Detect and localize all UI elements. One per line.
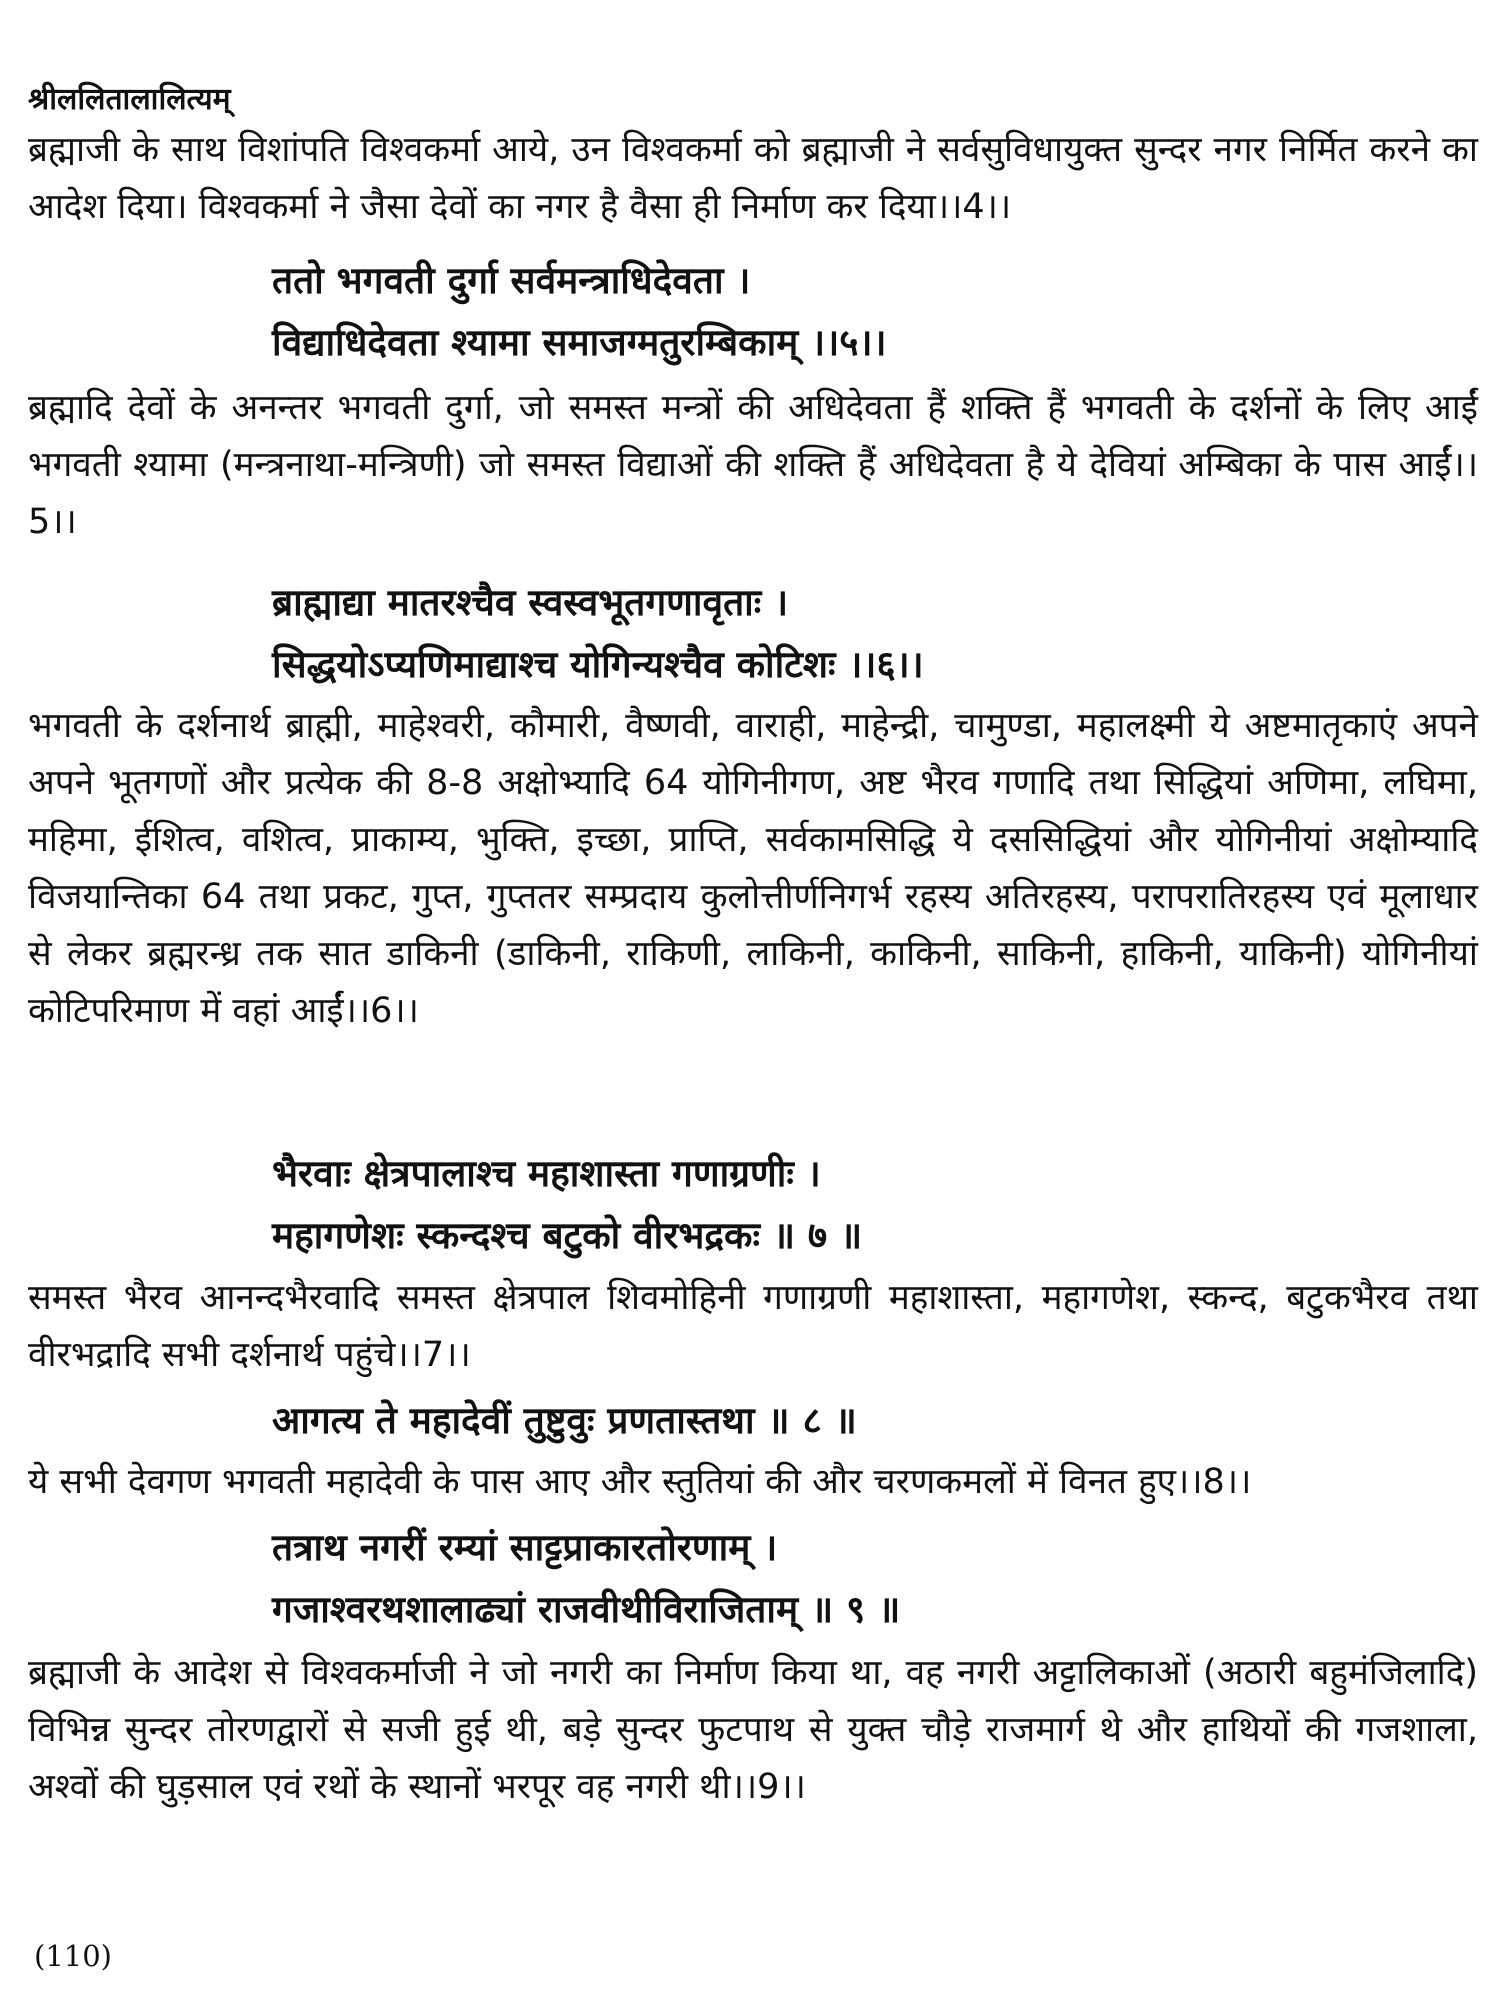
commentary-paragraph-9: ब्रह्माजी के आदेश से विश्वकर्माजी ने जो नगरी का निर्माण किया था, वह नगरी अट्टालिकाओं (अठारी बहुमंजिलादि) विभिन्न सुन्दर तोरणद्वारों से सजी हुई थी, बड़े सुन्दर फुटपाथ से युक्त चौड़े राजमार्ग थे और हाथियों की गजशाला, अश्वों की घुड़साल एवं रथों के स्थानों भरपूर वह नगरी थी।।9।। [28,1653,1478,1807]
sanskrit-verse-6 [272,572,1472,696]
verse-line: सिद्धयोऽप्यणिमाद्याश्च योगिन्यश्चैव कोटिशः ।।६।। [272,643,924,686]
verse-line: ब्राह्माद्या मातरश्चैव स्वस्वभूतगणावृताः । [272,581,789,624]
sanskrit-verse-8 [272,1390,1472,1452]
commentary-paragraph-6: भगवती के दर्शनार्थ ब्राह्मी, माहेश्वरी, कौमारी, वैष्णवी, वाराही, माहेन्द्री, चामुण्डा, महालक्ष्मी ये अष्टमातृकाएं अपने अपने भूतगणों और प्रत्येक की 8-8 अक्षोभ्यादि 64 योगिनीगण, अष्ट भैरव गणादि तथा सिद्धियां अणिमा, लघिमा, महिमा, ईशित्व, वशित्व, प्राकाम्य, भुक्ति, इच्छा, प्राप्ति, सर्वकामसिद्धि ये दससिद्धियां और योगिनीयां अक्षोम्यादि विजयान्तिका 64 तथा प्रकट, गुप्त, गुप्ततर सम्प्रदाय कुलोत्तीर्णनिगर्भ रहस्य अतिरहस्य, परापरातिरहस्य एवं मूलाधार से लेकर ब्रह्मरन्ध्र तक सात डाकिनी (डाकिनी, राकिणी, लाकिनी, काकिनी, साकिनी, हाकिनी, याकिनी) योगिनीयां कोटिपरिमाण में वहां आईं।।6।। [28,706,1478,1031]
sanskrit-verse-9 [272,1517,1472,1641]
verse-line: महागणेशः स्कन्दश्च बटुको वीरभद्रकः ॥ ७ ॥ [272,1214,863,1257]
verse-line: गजाश्वरथशालाढ्यां राजवीथीविराजिताम् ॥ ९ ॥ [272,1588,901,1631]
commentary-paragraph-8: ये सभी देवगण भगवती महादेवी के पास आए और स्तुतियां की और चरणकमलों में विनत हुए।।8।। [28,1462,1252,1502]
verse-line: ततो भगवती दुर्गा सर्वमन्त्राधिदेवता । [272,259,751,302]
verse-line: भैरवाः क्षेत्रपालाश्च महाशास्ता गणाग्रणीः । [272,1152,821,1195]
sanskrit-verse-7 [272,1143,1472,1267]
verse-line: विद्याधिदेवता श्यामा समाजग्मतुरम्बिकाम् ।।५।। [272,321,887,364]
verse-line: तत्राथ नगरीं रम्यां साट्टप्राकारतोरणाम् । [272,1526,778,1569]
page-number: (110) [34,1939,112,1973]
commentary-paragraph-7: समस्त भैरव आनन्दभैरवादि समस्त क्षेत्रपाल शिवमोहिनी गणाग्रणी महाशास्ता, महागणेश, स्कन्द, बटुकभैरव तथा वीरभद्रादि सभी दर्शनार्थ पहुंचे।।7।। [28,1278,1478,1375]
commentary-paragraph-5: ब्रह्मादि देवों के अनन्तर भगवती दुर्गा, जो समस्त मन्त्रों की अधिदेवता हैं शक्ति हैं भगवती के दर्शनों के लिए आईं भगवती श्यामा (मन्त्रनाथा-मन्त्रिणी) जो समस्त विद्याओं की शक्ति हैं अधिदेवता है ये देवियां अम्बिका के पास आईं।।5।। [28,388,1478,542]
sanskrit-verse-5 [272,250,1472,374]
verse-line: आगत्य ते महादेवीं तुष्टुवुः प्रणतास्तथा ॥ ८ ॥ [272,1399,857,1442]
commentary-paragraph-4: ब्रह्माजी के साथ विशांपति विश्वकर्मा आये, उन विश्वकर्मा को ब्रह्माजी ने सर्वसुविधायुक्त सुन्दर नगर निर्मित करने का आदेश दिया। विश्वकर्मा ने जैसा देवों का नगर है वैसा ही निर्माण कर दिया।।4।। [28,130,1478,227]
running-header: श्रीललितालालित्यम् [28,82,231,117]
